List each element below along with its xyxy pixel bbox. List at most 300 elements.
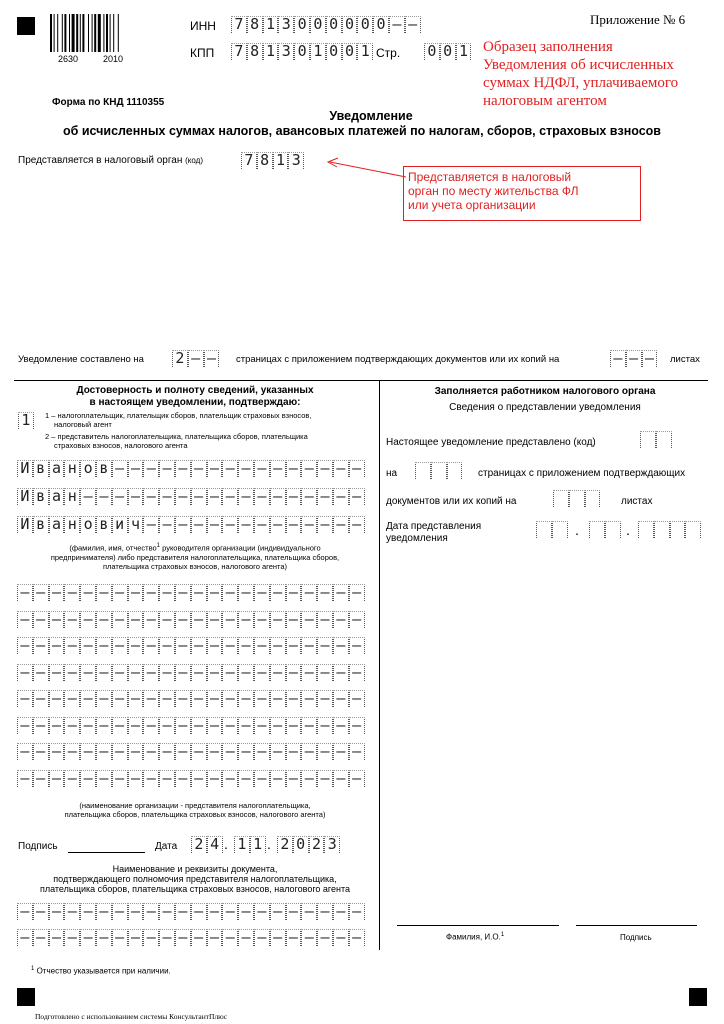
char-cell[interactable]: 8 [247, 43, 263, 60]
char-cell[interactable]: – [64, 743, 80, 760]
char-cell[interactable]: – [207, 637, 223, 654]
char-cell[interactable]: – [159, 770, 175, 787]
char-cell[interactable]: – [49, 929, 65, 946]
char-cell[interactable]: – [286, 637, 302, 654]
char-cell[interactable]: – [301, 903, 317, 920]
char-cell[interactable]: – [80, 637, 96, 654]
char-cell[interactable]: – [349, 584, 365, 601]
char-cell[interactable]: – [207, 903, 223, 920]
char-cell[interactable]: И [17, 516, 33, 533]
char-cell[interactable]: – [17, 664, 33, 681]
char-cell[interactable]: 0 [373, 16, 389, 33]
char-cell[interactable]: 0 [440, 43, 456, 60]
char-cell[interactable]: 1 [310, 43, 326, 60]
char-cell[interactable]: – [159, 611, 175, 628]
char-cell[interactable]: – [333, 717, 349, 734]
char-cell[interactable]: – [270, 488, 286, 505]
char-cell[interactable]: – [191, 690, 207, 707]
char-cell[interactable]: 0 [424, 43, 440, 60]
char-cell[interactable]: – [207, 611, 223, 628]
char-cell[interactable]: – [33, 770, 49, 787]
char-cell[interactable]: – [270, 717, 286, 734]
char-cell[interactable]: – [333, 929, 349, 946]
char-cell[interactable]: – [128, 903, 144, 920]
char-cell[interactable]: – [128, 611, 144, 628]
char-cell[interactable]: а [49, 488, 65, 505]
char-cell[interactable]: – [254, 903, 270, 920]
char-cell[interactable]: – [49, 664, 65, 681]
char-cell[interactable]: – [222, 637, 238, 654]
char-cell[interactable]: – [188, 350, 204, 367]
char-cell[interactable]: – [301, 690, 317, 707]
char-cell[interactable]: – [112, 664, 128, 681]
char-cell[interactable]: ч [128, 516, 144, 533]
char-cell[interactable]: – [175, 488, 191, 505]
char-cell[interactable]: – [80, 488, 96, 505]
char-cell[interactable]: – [112, 690, 128, 707]
char-cell[interactable]: – [96, 611, 112, 628]
char-cell[interactable]: – [128, 717, 144, 734]
char-cell[interactable]: – [270, 460, 286, 477]
char-cell[interactable] [415, 462, 431, 479]
char-cell[interactable]: 3 [278, 16, 294, 33]
char-cell[interactable]: 7 [231, 16, 247, 33]
char-cell[interactable]: в [33, 488, 49, 505]
char-cell[interactable]: 7 [241, 152, 257, 169]
char-cell[interactable]: – [349, 488, 365, 505]
char-cell[interactable]: – [64, 637, 80, 654]
char-cell[interactable]: н [64, 460, 80, 477]
char-cell[interactable]: – [49, 770, 65, 787]
char-cell[interactable]: и [112, 516, 128, 533]
char-cell[interactable]: – [49, 717, 65, 734]
char-cell[interactable]: – [175, 717, 191, 734]
char-cell[interactable]: – [64, 929, 80, 946]
char-cell[interactable]: 1 [273, 152, 289, 169]
char-cell[interactable]: – [17, 637, 33, 654]
char-cell[interactable]: – [143, 584, 159, 601]
char-cell[interactable]: – [238, 929, 254, 946]
char-cell[interactable]: – [270, 690, 286, 707]
char-cell[interactable]: – [238, 637, 254, 654]
char-cell[interactable]: – [80, 770, 96, 787]
char-cell[interactable]: – [17, 584, 33, 601]
char-cell[interactable]: – [286, 664, 302, 681]
char-cell[interactable]: – [222, 488, 238, 505]
char-cell[interactable]: – [64, 770, 80, 787]
char-cell[interactable] [605, 521, 621, 538]
char-cell[interactable]: – [301, 664, 317, 681]
char-cell[interactable]: н [64, 488, 80, 505]
char-cell[interactable]: – [96, 488, 112, 505]
char-cell[interactable]: – [333, 460, 349, 477]
char-cell[interactable]: – [238, 460, 254, 477]
char-cell[interactable]: – [349, 717, 365, 734]
char-cell[interactable]: – [333, 516, 349, 533]
char-cell[interactable]: – [143, 488, 159, 505]
char-cell[interactable]: – [254, 611, 270, 628]
char-cell[interactable]: 2 [277, 836, 293, 853]
char-cell[interactable]: 1 [263, 16, 279, 33]
char-cell[interactable]: – [286, 903, 302, 920]
char-cell[interactable]: – [64, 584, 80, 601]
char-cell[interactable]: – [238, 664, 254, 681]
char-cell[interactable]: – [96, 743, 112, 760]
char-cell[interactable]: – [17, 770, 33, 787]
char-cell[interactable]: – [128, 770, 144, 787]
char-cell[interactable]: – [270, 516, 286, 533]
char-cell[interactable]: – [159, 903, 175, 920]
char-cell[interactable]: – [128, 929, 144, 946]
char-cell[interactable]: а [49, 460, 65, 477]
char-cell[interactable]: – [349, 929, 365, 946]
char-cell[interactable]: – [175, 611, 191, 628]
char-cell[interactable]: – [191, 770, 207, 787]
char-cell[interactable]: – [33, 743, 49, 760]
char-cell[interactable]: – [33, 690, 49, 707]
char-cell[interactable]: – [286, 717, 302, 734]
char-cell[interactable]: о [80, 460, 96, 477]
char-cell[interactable]: – [128, 460, 144, 477]
char-cell[interactable]: – [49, 690, 65, 707]
char-cell[interactable] [552, 521, 568, 538]
char-cell[interactable]: – [49, 584, 65, 601]
char-cell[interactable]: – [349, 637, 365, 654]
char-cell[interactable]: – [301, 488, 317, 505]
char-cell[interactable]: 1 [456, 43, 472, 60]
char-cell[interactable]: – [333, 664, 349, 681]
char-cell[interactable]: – [349, 611, 365, 628]
char-cell[interactable]: – [238, 743, 254, 760]
char-cell[interactable]: – [175, 743, 191, 760]
char-cell[interactable]: – [301, 717, 317, 734]
char-cell[interactable]: – [317, 611, 333, 628]
char-cell[interactable]: – [112, 903, 128, 920]
char-cell[interactable]: – [143, 637, 159, 654]
char-cell[interactable]: – [143, 664, 159, 681]
char-cell[interactable]: – [207, 516, 223, 533]
char-cell[interactable]: в [33, 516, 49, 533]
char-cell[interactable]: – [143, 717, 159, 734]
char-cell[interactable]: – [128, 664, 144, 681]
char-cell[interactable]: – [317, 903, 333, 920]
char-cell[interactable]: – [254, 637, 270, 654]
char-cell[interactable]: – [175, 637, 191, 654]
char-cell[interactable]: – [333, 584, 349, 601]
char-cell[interactable]: – [96, 717, 112, 734]
char-cell[interactable]: в [96, 516, 112, 533]
char-cell[interactable]: – [159, 584, 175, 601]
char-cell[interactable]: – [128, 743, 144, 760]
char-cell[interactable]: – [143, 690, 159, 707]
char-cell[interactable]: – [207, 690, 223, 707]
char-cell[interactable]: – [96, 584, 112, 601]
char-cell[interactable]: – [80, 664, 96, 681]
char-cell[interactable]: – [349, 460, 365, 477]
char-cell[interactable]: – [191, 516, 207, 533]
char-cell[interactable]: – [49, 743, 65, 760]
char-cell[interactable]: – [349, 690, 365, 707]
char-cell[interactable]: н [64, 516, 80, 533]
char-cell[interactable]: И [17, 460, 33, 477]
char-cell[interactable]: – [112, 611, 128, 628]
char-cell[interactable] [656, 431, 672, 448]
char-cell[interactable]: – [175, 516, 191, 533]
char-cell[interactable]: 1 [18, 412, 34, 429]
char-cell[interactable]: 1 [234, 836, 250, 853]
char-cell[interactable]: – [80, 690, 96, 707]
char-cell[interactable]: – [270, 929, 286, 946]
char-cell[interactable]: – [270, 743, 286, 760]
char-cell[interactable]: 3 [278, 43, 294, 60]
char-cell[interactable]: – [17, 743, 33, 760]
char-cell[interactable]: 8 [247, 16, 263, 33]
char-cell[interactable]: – [175, 664, 191, 681]
char-cell[interactable]: И [17, 488, 33, 505]
char-cell[interactable]: – [286, 611, 302, 628]
char-cell[interactable]: – [301, 584, 317, 601]
char-cell[interactable]: – [175, 903, 191, 920]
char-cell[interactable]: – [112, 460, 128, 477]
char-cell[interactable]: – [191, 584, 207, 601]
char-cell[interactable]: – [286, 488, 302, 505]
char-cell[interactable]: – [80, 903, 96, 920]
char-cell[interactable]: – [112, 770, 128, 787]
char-cell[interactable]: – [191, 637, 207, 654]
char-cell[interactable]: 2 [309, 836, 325, 853]
char-cell[interactable]: – [159, 460, 175, 477]
char-cell[interactable]: – [159, 743, 175, 760]
char-cell[interactable]: – [143, 611, 159, 628]
char-cell[interactable]: – [159, 488, 175, 505]
char-cell[interactable]: – [96, 690, 112, 707]
char-cell[interactable]: – [254, 717, 270, 734]
char-cell[interactable]: – [349, 743, 365, 760]
char-cell[interactable]: – [159, 690, 175, 707]
char-cell[interactable]: 1 [357, 43, 373, 60]
char-cell[interactable]: 0 [326, 16, 342, 33]
char-cell[interactable]: – [349, 516, 365, 533]
char-cell[interactable]: – [222, 690, 238, 707]
char-cell[interactable]: – [270, 611, 286, 628]
char-cell[interactable]: – [207, 460, 223, 477]
char-cell[interactable]: – [317, 743, 333, 760]
char-cell[interactable]: – [175, 460, 191, 477]
char-cell[interactable]: 0 [342, 43, 358, 60]
char-cell[interactable]: – [49, 611, 65, 628]
char-cell[interactable]: – [128, 488, 144, 505]
char-cell[interactable]: – [80, 717, 96, 734]
char-cell[interactable]: – [64, 611, 80, 628]
char-cell[interactable]: – [222, 611, 238, 628]
char-cell[interactable]: – [128, 690, 144, 707]
char-cell[interactable]: – [128, 637, 144, 654]
char-cell[interactable]: – [143, 743, 159, 760]
char-cell[interactable]: – [301, 460, 317, 477]
char-cell[interactable]: – [204, 350, 220, 367]
char-cell[interactable]: – [33, 584, 49, 601]
char-cell[interactable]: – [222, 460, 238, 477]
char-cell[interactable]: – [207, 929, 223, 946]
char-cell[interactable]: – [191, 743, 207, 760]
char-cell[interactable]: – [143, 929, 159, 946]
char-cell[interactable]: – [333, 903, 349, 920]
char-cell[interactable]: – [238, 770, 254, 787]
char-cell[interactable]: – [191, 929, 207, 946]
char-cell[interactable]: – [349, 903, 365, 920]
char-cell[interactable]: – [317, 770, 333, 787]
char-cell[interactable]: – [96, 929, 112, 946]
char-cell[interactable]: 7 [231, 43, 247, 60]
char-cell[interactable]: – [143, 460, 159, 477]
char-cell[interactable]: – [49, 903, 65, 920]
char-cell[interactable]: о [80, 516, 96, 533]
char-cell[interactable]: 1 [263, 43, 279, 60]
char-cell[interactable]: – [222, 743, 238, 760]
char-cell[interactable]: – [642, 350, 658, 367]
char-cell[interactable]: 0 [326, 43, 342, 60]
char-cell[interactable]: – [286, 690, 302, 707]
signature-line[interactable] [68, 852, 145, 853]
char-cell[interactable] [585, 490, 601, 507]
char-cell[interactable]: – [254, 460, 270, 477]
char-cell[interactable]: – [301, 637, 317, 654]
char-cell[interactable]: – [191, 488, 207, 505]
char-cell[interactable]: – [254, 929, 270, 946]
char-cell[interactable]: 4 [207, 836, 223, 853]
char-cell[interactable]: – [112, 637, 128, 654]
char-cell[interactable]: – [96, 903, 112, 920]
char-cell[interactable]: – [286, 770, 302, 787]
char-cell[interactable]: – [349, 664, 365, 681]
char-cell[interactable]: 3 [324, 836, 340, 853]
char-cell[interactable]: – [301, 516, 317, 533]
char-cell[interactable]: – [317, 637, 333, 654]
char-cell[interactable]: – [270, 637, 286, 654]
char-cell[interactable]: – [175, 584, 191, 601]
char-cell[interactable]: – [207, 584, 223, 601]
char-cell[interactable]: – [222, 770, 238, 787]
char-cell[interactable]: – [17, 903, 33, 920]
char-cell[interactable]: – [191, 717, 207, 734]
char-cell[interactable]: – [128, 584, 144, 601]
char-cell[interactable]: – [159, 637, 175, 654]
char-cell[interactable]: – [17, 611, 33, 628]
char-cell[interactable]: – [405, 16, 421, 33]
char-cell[interactable]: – [159, 516, 175, 533]
char-cell[interactable]: – [191, 903, 207, 920]
char-cell[interactable] [685, 521, 701, 538]
char-cell[interactable]: – [349, 770, 365, 787]
char-cell[interactable] [447, 462, 463, 479]
char-cell[interactable]: – [222, 584, 238, 601]
char-cell[interactable]: – [626, 350, 642, 367]
char-cell[interactable]: – [33, 637, 49, 654]
char-cell[interactable]: 0 [342, 16, 358, 33]
char-cell[interactable]: – [80, 584, 96, 601]
char-cell[interactable]: – [175, 929, 191, 946]
char-cell[interactable]: – [286, 460, 302, 477]
char-cell[interactable] [536, 521, 552, 538]
char-cell[interactable]: – [222, 717, 238, 734]
char-cell[interactable]: – [254, 690, 270, 707]
char-cell[interactable]: – [96, 770, 112, 787]
char-cell[interactable]: – [333, 690, 349, 707]
char-cell[interactable]: – [286, 929, 302, 946]
char-cell[interactable]: – [270, 664, 286, 681]
char-cell[interactable]: – [238, 584, 254, 601]
char-cell[interactable]: – [33, 903, 49, 920]
char-cell[interactable]: – [33, 664, 49, 681]
char-cell[interactable]: – [80, 929, 96, 946]
char-cell[interactable]: – [333, 743, 349, 760]
char-cell[interactable]: – [238, 717, 254, 734]
char-cell[interactable]: 0 [310, 16, 326, 33]
char-cell[interactable]: – [270, 903, 286, 920]
char-cell[interactable]: – [254, 664, 270, 681]
char-cell[interactable]: – [317, 460, 333, 477]
char-cell[interactable]: – [207, 717, 223, 734]
char-cell[interactable]: – [333, 637, 349, 654]
char-cell[interactable] [569, 490, 585, 507]
char-cell[interactable]: – [143, 770, 159, 787]
char-cell[interactable]: 2 [191, 836, 207, 853]
char-cell[interactable]: – [96, 637, 112, 654]
char-cell[interactable] [654, 521, 670, 538]
char-cell[interactable]: 0 [294, 43, 310, 60]
char-cell[interactable]: – [64, 903, 80, 920]
char-cell[interactable]: – [254, 584, 270, 601]
char-cell[interactable]: – [254, 770, 270, 787]
char-cell[interactable]: – [207, 770, 223, 787]
char-cell[interactable]: – [317, 584, 333, 601]
char-cell[interactable]: – [17, 690, 33, 707]
char-cell[interactable]: 2 [172, 350, 188, 367]
char-cell[interactable]: 3 [288, 152, 304, 169]
char-cell[interactable]: – [207, 743, 223, 760]
char-cell[interactable]: – [317, 690, 333, 707]
char-cell[interactable]: – [33, 929, 49, 946]
char-cell[interactable]: – [112, 929, 128, 946]
char-cell[interactable]: – [175, 690, 191, 707]
char-cell[interactable]: – [389, 16, 405, 33]
char-cell[interactable]: – [238, 488, 254, 505]
char-cell[interactable]: – [286, 516, 302, 533]
char-cell[interactable]: – [286, 584, 302, 601]
char-cell[interactable]: в [33, 460, 49, 477]
char-cell[interactable]: – [254, 488, 270, 505]
char-cell[interactable]: – [17, 929, 33, 946]
char-cell[interactable] [670, 521, 686, 538]
char-cell[interactable]: – [317, 929, 333, 946]
char-cell[interactable]: 0 [294, 16, 310, 33]
char-cell[interactable]: – [317, 664, 333, 681]
char-cell[interactable]: – [207, 664, 223, 681]
char-cell[interactable]: – [333, 488, 349, 505]
char-cell[interactable]: – [286, 743, 302, 760]
char-cell[interactable]: – [238, 516, 254, 533]
char-cell[interactable]: – [222, 516, 238, 533]
char-cell[interactable]: – [317, 717, 333, 734]
char-cell[interactable]: – [80, 611, 96, 628]
char-cell[interactable]: – [96, 664, 112, 681]
char-cell[interactable] [640, 431, 656, 448]
char-cell[interactable] [589, 521, 605, 538]
char-cell[interactable]: – [33, 717, 49, 734]
char-cell[interactable]: – [112, 743, 128, 760]
char-cell[interactable]: – [143, 516, 159, 533]
char-cell[interactable]: – [238, 903, 254, 920]
